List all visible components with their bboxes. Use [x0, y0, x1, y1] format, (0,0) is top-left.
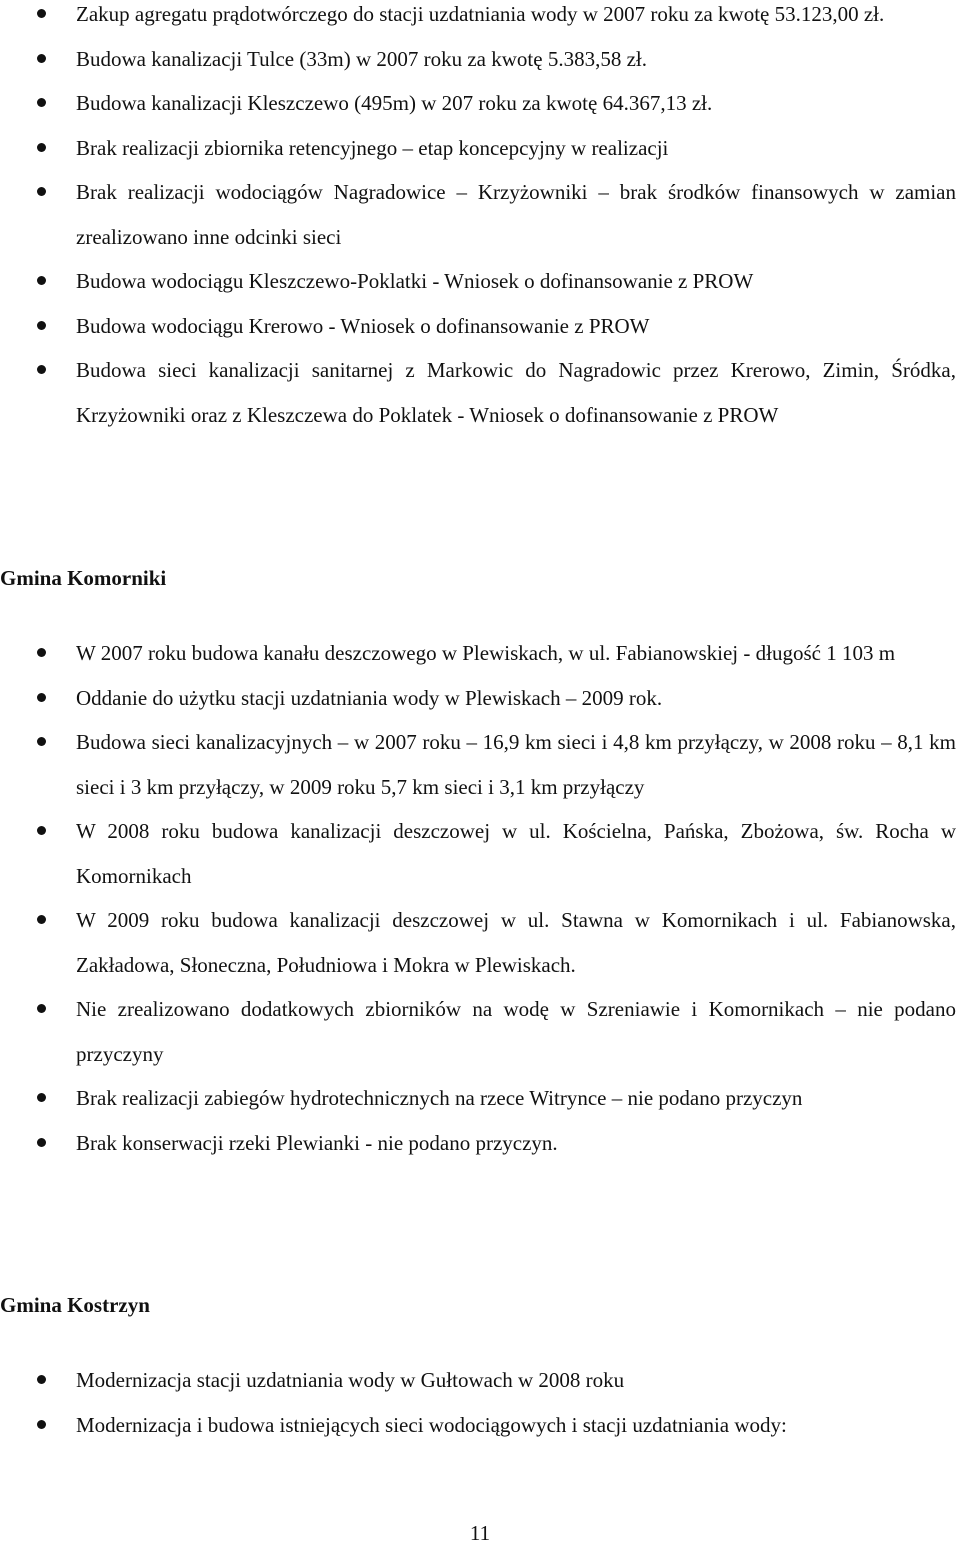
list-item	[0, 37, 960, 82]
list-item	[0, 304, 960, 349]
list-item	[0, 0, 960, 37]
bullet-icon	[37, 1004, 46, 1013]
list-item-text: Nie zrealizowano dodatkowych zbiorników na wodę w Szreniawie i Komornikach – nie podano przyczyny	[76, 997, 956, 1066]
list-item-text: Budowa sieci kanalizacji sanitarnej z Markowic do Nagradowic przez Krerowo, Zimin, Śródka, Krzyżowniki oraz z Kleszczewa do Poklatek - Wniosek o dofinansowanie z PROW	[76, 358, 956, 427]
list-item-text: Budowa wodociągu Krerowo - Wniosek o dofinansowanie z PROW	[76, 313, 650, 338]
section-heading-komorniki: Gmina Komorniki	[0, 566, 167, 590]
list-item-text: Modernizacja i budowa istniejących sieci wodociągowych i stacji uzdatniania wody:	[76, 1412, 787, 1437]
list-item-text: Brak realizacji zbiornika retencyjnego – etap koncepcyjny w realizacji	[76, 135, 669, 160]
list-item	[0, 1076, 960, 1121]
list-item-text: Zakup agregatu prądotwórczego do stacji uzdatniania wody w 2007 roku za kwotę 53.123,00 zł.	[76, 2, 885, 26]
list-item	[0, 1403, 960, 1448]
bullet-list-kostrzyn	[0, 1358, 960, 1447]
bullet-list-komorniki	[0, 631, 960, 1165]
bullet-icon	[37, 187, 46, 196]
list-item-text: Budowa kanalizacji Kleszczewo (495m) w 207 roku za kwotę 64.367,13 zł.	[76, 91, 713, 115]
bullet-icon	[37, 693, 46, 702]
list-item-text: W 2009 roku budowa kanalizacji deszczowej w ul. Stawna w Komornikach i ul. Fabianowska, Zakładowa, Słoneczna, Południowa i Mokra w Plewiskach.	[76, 908, 956, 977]
bullet-icon	[37, 98, 46, 107]
list-item	[0, 1358, 960, 1403]
bullet-icon	[37, 9, 46, 18]
list-item	[0, 170, 960, 259]
list-item-text: Brak realizacji zabiegów hydrotechnicznych na rzece Witrynce – nie podano przyczyn	[76, 1086, 803, 1110]
bullet-icon	[37, 1138, 46, 1147]
list-item	[0, 259, 960, 304]
bullet-icon	[37, 321, 46, 330]
list-item	[0, 676, 960, 721]
bullet-icon	[37, 1420, 46, 1429]
bullet-icon	[37, 915, 46, 924]
list-item-text: Modernizacja stacji uzdatniania wody w Gułtowach w 2008 roku	[76, 1368, 625, 1392]
bullet-icon	[37, 737, 46, 746]
list-item-text: Budowa wodociągu Kleszczewo-Poklatki - Wniosek o dofinansowanie z PROW	[76, 269, 754, 293]
bullet-icon	[37, 1375, 46, 1384]
list-item	[0, 987, 960, 1076]
bullet-list-top	[0, 0, 960, 437]
section-heading-kostrzyn: Gmina Kostrzyn	[0, 1293, 150, 1317]
list-item	[0, 81, 960, 126]
list-item-text: Budowa kanalizacji Tulce (33m) w 2007 roku za kwotę 5.383,58 zł.	[76, 46, 647, 71]
page-number: 11	[469, 1521, 491, 1545]
bullet-icon	[37, 365, 46, 374]
bullet-icon	[37, 143, 46, 152]
list-item-text: W 2007 roku budowa kanału deszczowego w Plewiskach, w ul. Fabianowskiej - długość 1 103 m	[76, 641, 896, 665]
list-item	[0, 126, 960, 171]
list-item	[0, 1121, 960, 1166]
list-item-text: Brak konserwacji rzeki Plewianki - nie podano przyczyn.	[76, 1130, 558, 1155]
list-item	[0, 720, 960, 809]
bullet-icon	[37, 826, 46, 835]
list-item	[0, 348, 960, 437]
list-item-text: Oddanie do użytku stacji uzdatniania wody w Plewiskach – 2009 rok.	[76, 685, 663, 710]
list-item-text: W 2008 roku budowa kanalizacji deszczowej w ul. Kościelna, Pańska, Zbożowa, św. Rocha w Komornikach	[76, 819, 956, 888]
bullet-icon	[37, 276, 46, 285]
list-item	[0, 809, 960, 898]
list-item	[0, 631, 960, 676]
bullet-icon	[37, 648, 46, 657]
list-item	[0, 898, 960, 987]
bullet-icon	[37, 1093, 46, 1102]
bullet-icon	[37, 54, 46, 63]
list-item-text: Budowa sieci kanalizacyjnych – w 2007 roku – 16,9 km sieci i 4,8 km przyłączy, w 2008 roku – 8,1 km sieci i 3 km przyłączy, w 2009 roku 5,7 km sieci i 3,1 km przyłączy	[76, 730, 956, 799]
list-item-text: Brak realizacji wodociągów Nagradowice – Krzyżowniki – brak środków finansowych w zamian zrealizowano inne odcinki sieci	[76, 180, 956, 249]
